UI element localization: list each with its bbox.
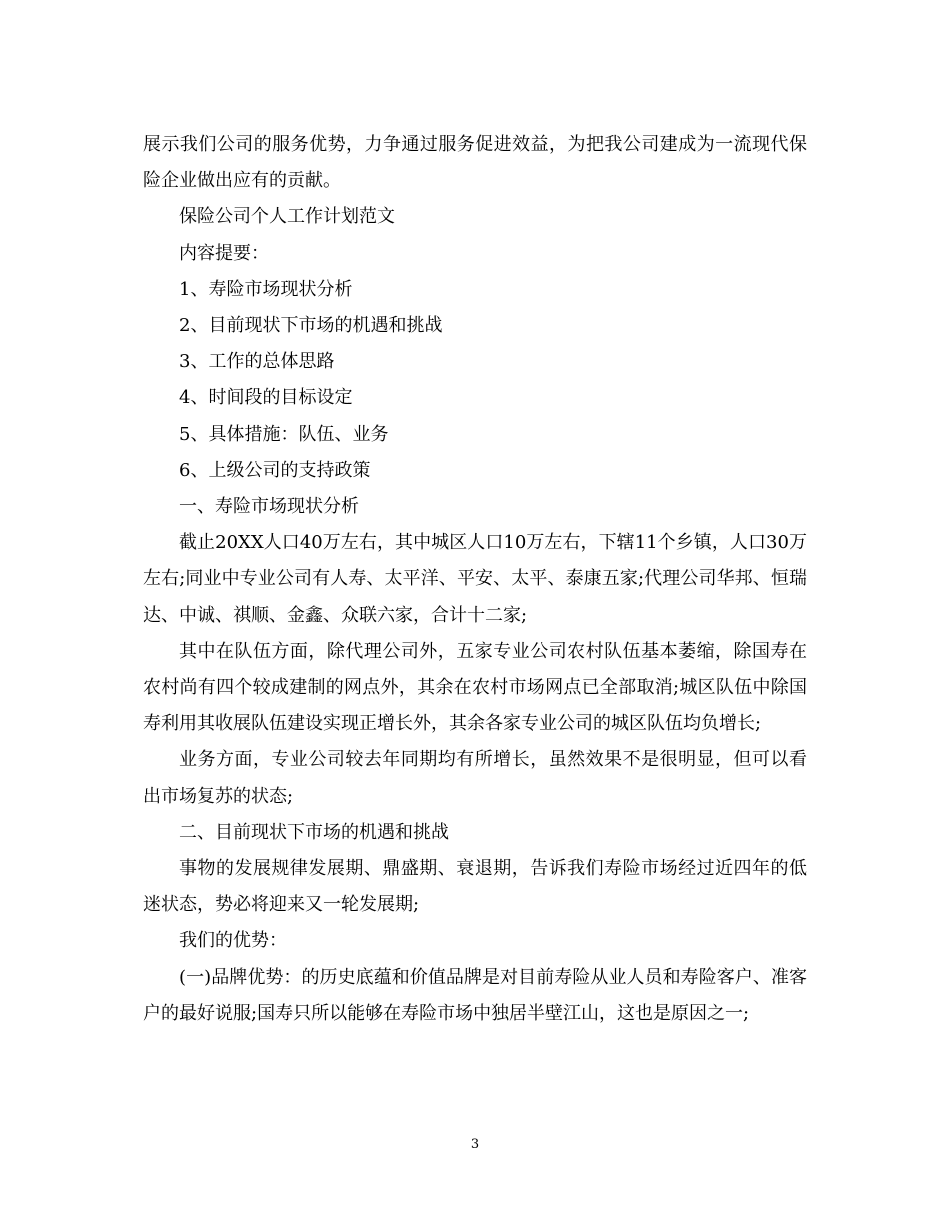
section-heading: 二、目前现状下市场的机遇和挑战 xyxy=(179,821,449,843)
outline-heading: 内容提要： xyxy=(179,242,269,264)
outline-item: 5、具体措施：队伍、业务 xyxy=(179,423,389,445)
paragraph: 事物的发展规律发展期、鼎盛期、衰退期，告诉我们寿险市场经过近四年的低迷状态，势必将迎来又一轮发展期; xyxy=(143,858,807,916)
outline-item: 2、目前现状下市场的机遇和挑战 xyxy=(179,315,443,337)
section-heading: 一、寿险市场现状分析 xyxy=(179,496,359,518)
outline-item: 6、上级公司的支持政策 xyxy=(179,459,371,481)
document-body xyxy=(143,127,807,1032)
paragraph: 截止20XX人口40万左右，其中城区人口10万左右，下辖11个乡镇，人口30万左右;同业中专业公司有人寿、太平洋、平安、太平、泰康五家;代理公司华邦、恒瑞达、中诚、祺顺、金鑫、众联六家，合计十二家; xyxy=(143,532,807,626)
outline-item: 4、时间段的目标设定 xyxy=(179,387,353,409)
page-number: 3 xyxy=(470,1137,480,1152)
paragraph: 业务方面，专业公司较去年同期均有所增长，虽然效果不是很明显，但可以看出市场复苏的状态; xyxy=(143,749,807,807)
outline-item: 1、寿险市场现状分析 xyxy=(179,278,353,300)
subheading: 我们的优势： xyxy=(179,930,287,952)
paragraph: (一)品牌优势：的历史底蕴和价值品牌是对目前寿险从业人员和寿险客户、准客户的最好说服;国寿只所以能够在寿险市场中独居半壁江山，这也是原因之一; xyxy=(143,966,807,1024)
outline-item: 3、工作的总体思路 xyxy=(179,351,335,373)
paragraph: 展示我们公司的服务优势，力争通过服务促进效益，为把我公司建成为一流现代保险企业做出应有的贡献。 xyxy=(143,134,807,192)
document-title: 保险公司个人工作计划范文 xyxy=(179,206,395,228)
paragraph: 其中在队伍方面，除代理公司外，五家专业公司农村队伍基本萎缩，除国寿在农村尚有四个较成建制的网点外，其余在农村市场网点已全部取消;城区队伍中除国寿利用其收展队伍建设实现正增长外，其余各家专业公司的城区队伍均负增长; xyxy=(143,640,807,735)
